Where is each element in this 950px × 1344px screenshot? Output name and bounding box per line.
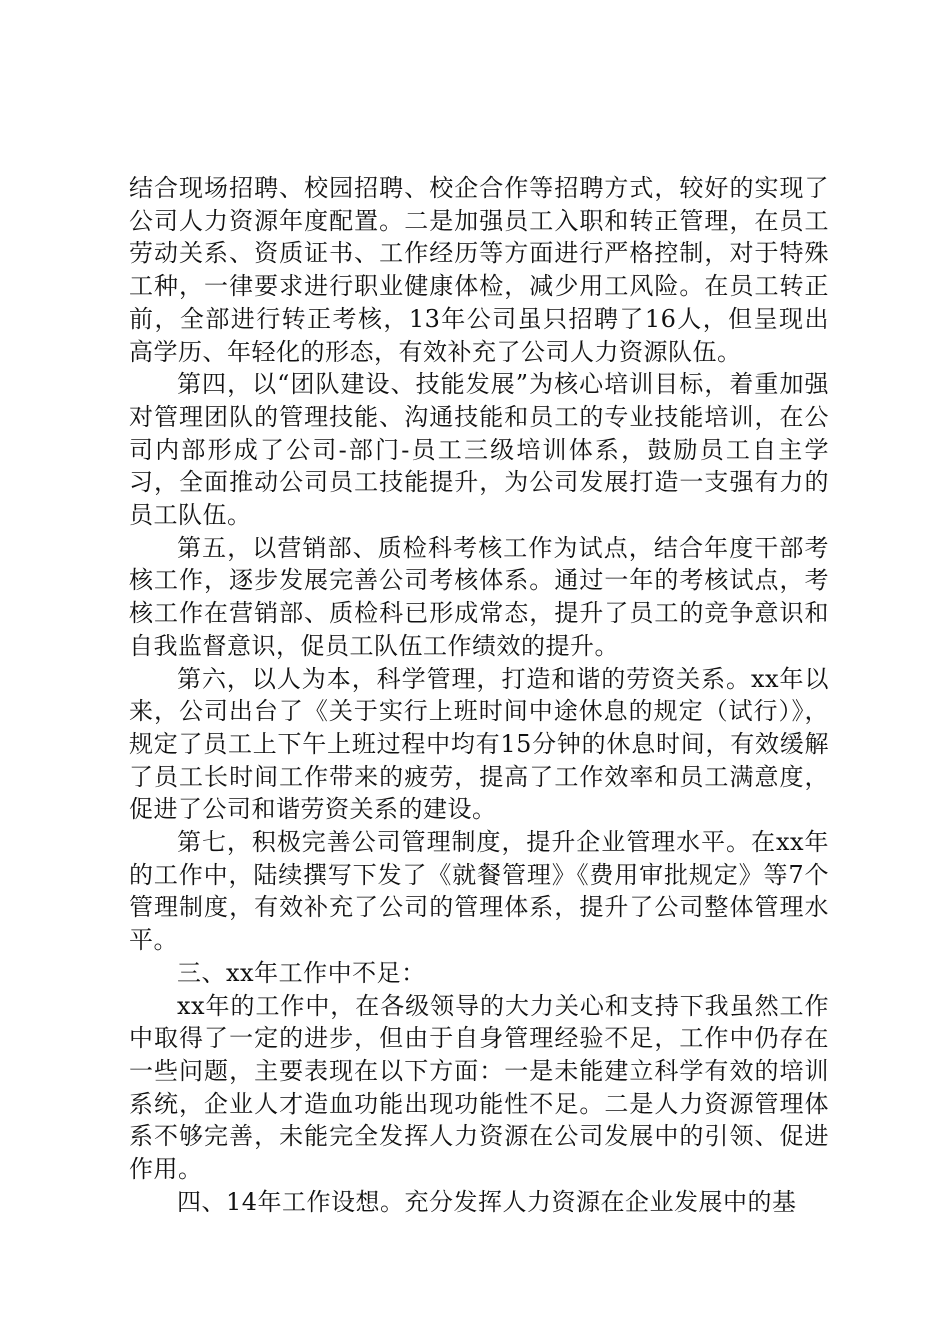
- paragraph-recruitment: 结合现场招聘、校园招聘、校企合作等招聘方式，较好的实现了公司人力资源年度配置。二是加强员工入职和转正管理，在员工劳动关系、资质证书、工作经历等方面进行严格控制，对于特殊工种，一律要求进行职业健康体检，减少用工风险。在员工转正前，全部进行转正考核，13年公司虽只招聘了16人，但呈现出高学历、年轻化的形态，有效补充了公司人力资源队伍。: [129, 174, 829, 366]
- paragraph-assessment: 第五，以营销部、质检科考核工作为试点，结合年度干部考核工作，逐步发展完善公司考核体系。通过一年的考核试点，考核工作在营销部、质检科已形成常态，提升了员工的竞争意识和自我监督意识，促员工队伍工作绩效的提升。: [129, 533, 829, 660]
- section-heading-shortcomings: 三、xx年工作中不足：: [177, 958, 426, 987]
- paragraph-plan: 四、14年工作设想。充分发挥人力资源在企业发展中的基: [177, 1187, 797, 1216]
- paragraph-shortcomings: xx年的工作中，在各级领导的大力关心和支持下我虽然工作中取得了一定的进步，但由于自身管理经验不足，工作中仍存在一些问题，主要表现在以下方面：一是未能建立科学有效的培训系统，企业人才造血功能出现功能性不足。二是人力资源管理体系不够完善，未能完全发挥人力资源在公司发展中的引领、促进作用。: [129, 991, 829, 1184]
- paragraph-training: 第四，以“团队建设、技能发展”为核心培训目标，着重加强对管理团队的管理技能、沟通技能和员工的专业技能培训，在公司内部形成了公司-部门-员工三级培训体系，鼓励员工自主学习，全面推动公司员工技能提升，为公司发展打造一支强有力的员工队伍。: [129, 370, 829, 530]
- paragraph-labor-relations: 第六，以人为本，科学管理，打造和谐的劳资关系。xx年以来，公司出台了《关于实行上班时间中途休息的规定（试行）》，规定了员工上下午上班过程中均有15分钟的休息时间，有效缓解了员工长时间工作带来的疲劳，提高了工作效率和员工满意度，促进了公司和谐劳资关系的建设。: [129, 664, 829, 824]
- document-body: [129, 172, 829, 1219]
- paragraph-management-system: 第七，积极完善公司管理制度，提升企业管理水平。在xx年的工作中，陆续撰写下发了《就餐管理》《费用审批规定》等7个管理制度，有效补充了公司的管理体系，提升了公司整体管理水平。: [129, 828, 829, 955]
